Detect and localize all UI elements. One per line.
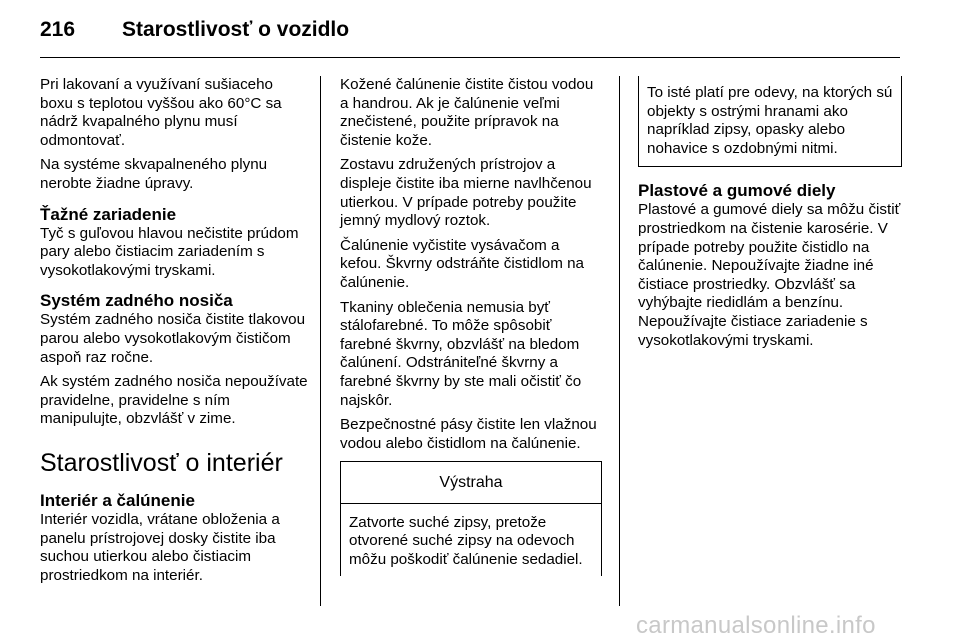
warning-body: Zatvorte suché zipsy, pretože otvorené suché zipsy na odevoch môžu poškodiť čalúnenie sedadiel.: [349, 513, 583, 569]
warning-box: [340, 461, 602, 575]
paragraph: Kožené čalúnenie čistite čistou vodou a handrou. Ak je čalúnenie veľmi znečistené, použite prípravok na čistenie kože.: [340, 76, 594, 149]
column-divider-1: [320, 76, 321, 606]
paragraph: Pri lakovaní a využívaní sušiaceho boxu s teplotou vyššou ako 60°C sa nádrž kvapalného plynu musí odmontovať.: [40, 76, 282, 149]
watermark: carmanualsonline.info: [636, 612, 876, 639]
page-header: [40, 18, 900, 42]
section-heading-plastove-diely: Plastové a gumové diely: [638, 181, 836, 201]
column-2: [340, 76, 604, 576]
paragraph: Tkaniny oblečenia nemusia byť stálofarebné. To môže spôsobiť farebné škvrny, obzvlášť na bledom čalúnení. Odstrániteľné škvrny a farebné škvrny by ste mali očistiť čo najskôr.: [340, 298, 582, 409]
paragraph: Bezpečnostné pásy čistite len vlažnou vodou alebo čistidlom na čalúnenie.: [340, 416, 597, 452]
paragraph: Zostavu združených prístrojov a displeje čistite iba mierne navlhčenou utierkou. V prípade potreby použite jemný mydlový roztok.: [340, 156, 592, 230]
paragraph: Interiér vozidla, vrátane obloženia a panelu prístrojovej dosky čistite iba suchou utierkou alebo čistiacim prostriedkom na interiér.: [40, 510, 280, 584]
warning-title: Výstraha: [341, 462, 601, 504]
paragraph: Plastové a gumové diely sa môžu čistiť prostriedkom na čistenie karosérie. V prípade potreby použite čistidlo na čalúnenie. Nepoužívajte žiadne iné čistiace prostriedky. Obzvlášť sa vyhýbajte riedidlám a benzínu. Nepoužívajte čistiace zariadenie s vysokotlakovými tryskami.: [638, 201, 901, 349]
column-divider-2: [619, 76, 620, 606]
paragraph: Tyč s guľovou hlavou nečistite prúdom pary alebo čistiacim zariadením s vysokotlakovými tryskami.: [40, 224, 299, 279]
paragraph: Čalúnenie vyčistite vysávačom a kefou. Škvrny odstráňte čistidlom na čalúnenie.: [340, 236, 584, 291]
paragraph: Ak systém zadného nosiča nepoužívate pravidelne, pravidelne s ním manipulujte, obzvlášť v zime.: [40, 373, 308, 428]
warning-continuation-box: To isté platí pre odevy, na ktorých sú objekty s ostrými hranami ako napríklad zipsy, opasky alebo nohavice s ozdobnými nitmi.: [638, 76, 902, 167]
section-heading-interier-calunenie: Interiér a čalúnenie: [40, 490, 195, 510]
column-1: [40, 76, 308, 591]
paragraph: Na systéme skvapalneného plynu nerobte žiadne úpravy.: [40, 156, 268, 192]
section-heading-tazne-zariadenie: Ťažné zariadenie: [40, 204, 177, 224]
chapter-heading-interier: Starostlivosť o interiér: [40, 448, 283, 477]
header-divider: [40, 57, 900, 58]
section-heading-zadny-nosic: Systém zadného nosiča: [40, 291, 233, 311]
page-title: Starostlivosť o vozidlo: [122, 18, 350, 41]
paragraph: Systém zadného nosiča čistite tlakovou parou alebo vysokotlakovým čističom aspoň raz ročne.: [40, 311, 306, 366]
column-3: [638, 76, 902, 356]
page-number: 216: [40, 18, 76, 41]
